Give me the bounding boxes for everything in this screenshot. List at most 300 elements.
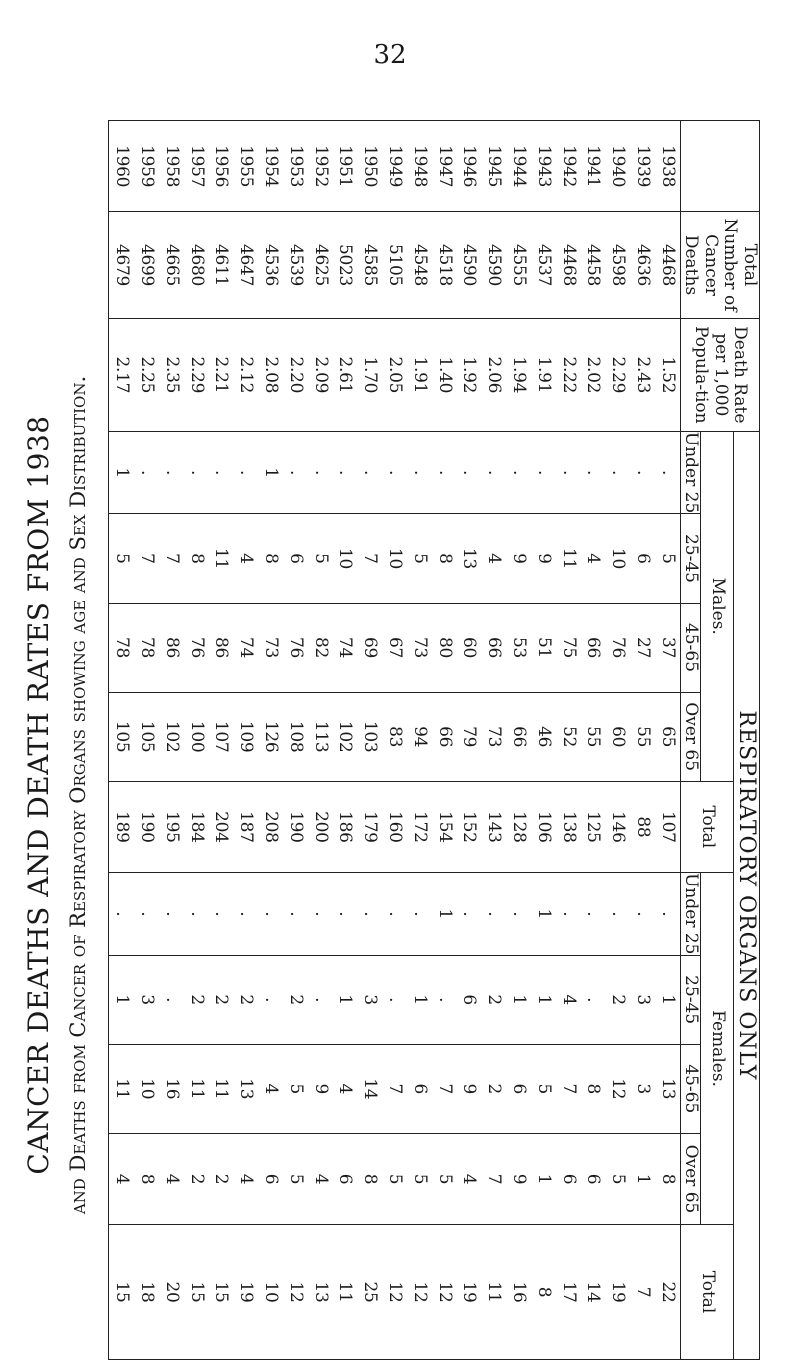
table-body-row [109, 121, 681, 1360]
table-cell: 9 [509, 553, 530, 564]
females-under25-column [109, 873, 681, 956]
table-cell: 146 [608, 811, 629, 843]
death-rate-column [109, 318, 681, 431]
table-cell: . [186, 911, 207, 917]
table-cell: . [633, 911, 654, 917]
table-cell: 4680 [186, 243, 207, 287]
females-over65-column [109, 1133, 681, 1224]
table-cell: 2.21 [211, 356, 232, 394]
table-cell: 7 [434, 1083, 455, 1095]
table-cell: 52 [558, 726, 579, 748]
table-cell: 9 [459, 1083, 480, 1095]
table-cell: 69 [360, 637, 381, 659]
table-cell: 4 [261, 1083, 282, 1095]
table-cell: 80 [434, 637, 455, 659]
table-cell: 1.91 [533, 356, 554, 394]
table-cell: 14 [583, 1281, 604, 1303]
table-cell: . [285, 470, 306, 476]
table-cell: . [484, 470, 505, 476]
table-cell: 4 [236, 553, 257, 564]
table-cell: . [186, 470, 207, 476]
table-cell: 5105 [385, 243, 406, 287]
table-cell: 2.02 [583, 356, 604, 394]
table-cell: 2.17 [112, 356, 133, 394]
table-cell: 5 [285, 1173, 306, 1185]
table-cell: 66 [484, 637, 505, 659]
table-cell: 5 [608, 1173, 629, 1185]
table-cell: 5 [285, 1083, 306, 1095]
table-cell: 152 [459, 811, 480, 843]
table-cell: 100 [186, 720, 207, 753]
table-cell: . [211, 911, 232, 917]
table-cell: 4537 [533, 243, 554, 287]
table-cell: 2.12 [236, 356, 257, 394]
table-cell: 14 [360, 1078, 381, 1100]
males-45-65-column [109, 603, 681, 692]
table-cell: 4539 [285, 243, 306, 287]
table-cell: 4585 [360, 243, 381, 287]
table-cell: 12 [409, 1281, 430, 1303]
table-cell: . [409, 911, 430, 917]
table-cell: 4590 [459, 243, 480, 287]
table-cell: 2.20 [285, 356, 306, 394]
table-cell: 1955 [236, 145, 257, 188]
table-cell: 1 [112, 467, 133, 478]
table-cell: 8 [657, 1173, 678, 1185]
table-cell: 16 [161, 1078, 182, 1100]
table-cell: 1 [509, 994, 530, 1005]
table-cell: 208 [261, 811, 282, 843]
table-cell: 10 [137, 1078, 158, 1100]
table-cell: 1946 [459, 145, 480, 188]
table-cell: 195 [161, 811, 182, 843]
table-cell: . [360, 911, 381, 917]
males-header: Males. [701, 431, 733, 781]
table-cell: . [484, 911, 505, 917]
table-cell: 7 [558, 1083, 579, 1095]
table-cell: . [236, 911, 257, 917]
table-cell: . [558, 911, 579, 917]
table-cell: 75 [558, 637, 579, 659]
table-cell: . [583, 997, 604, 1003]
table-cell: 2.35 [161, 356, 182, 394]
table-cell: 4458 [583, 243, 604, 287]
table-cell: 187 [236, 811, 257, 843]
table-cell: 125 [583, 811, 604, 843]
table-cell: . [583, 470, 604, 476]
table-cell: 12 [385, 1281, 406, 1303]
table-cell: 67 [385, 637, 406, 659]
table-cell: 2.61 [335, 356, 356, 394]
table-cell: 10 [385, 547, 406, 569]
table-cell: 2 [484, 994, 505, 1005]
table-cell: . [335, 470, 356, 476]
table-cell: 2.09 [310, 356, 331, 394]
table-cell: 55 [633, 726, 654, 748]
year-column [109, 121, 681, 212]
table-cell: 2.25 [137, 356, 158, 394]
table-cell: . [385, 997, 406, 1003]
table-cell: 4 [236, 1173, 257, 1185]
table-cell: 8 [434, 553, 455, 564]
table-cell: 7 [161, 553, 182, 564]
table-cell: 7 [484, 1173, 505, 1185]
table-cell: 4 [583, 553, 604, 564]
table-cell: 73 [484, 726, 505, 748]
table-cell: . [285, 911, 306, 917]
table-cell: 1939 [633, 145, 654, 188]
table-cell: 5 [385, 1173, 406, 1185]
table-cell: 51 [533, 637, 554, 659]
table-cell: 1958 [161, 145, 182, 188]
table-cell: 5 [434, 1173, 455, 1185]
males-over65-header: Over 65 [680, 692, 701, 781]
table-cell: 1949 [385, 145, 406, 188]
table-cell: 13 [657, 1078, 678, 1100]
death-rate-header: Death Rate per 1,000 Popula-tion [680, 318, 759, 431]
table-cell: 8 [583, 1083, 604, 1095]
table-cell: 2.08 [261, 356, 282, 394]
table-cell: . [360, 470, 381, 476]
table-cell: 13 [459, 547, 480, 569]
table-cell: . [434, 470, 455, 476]
table-cell: 106 [533, 811, 554, 843]
table-cell: 10 [608, 547, 629, 569]
table-cell: . [385, 911, 406, 917]
table-cell: 4 [335, 1083, 356, 1095]
table-cell: 11 [484, 1281, 505, 1303]
females-header: Females. [701, 873, 733, 1225]
table-cell: 105 [112, 720, 133, 753]
table-cell: 1952 [310, 145, 331, 188]
table-cell: 86 [211, 637, 232, 659]
table-cell: 1943 [533, 145, 554, 188]
table-cell: 8 [186, 553, 207, 564]
table-cell: 186 [335, 811, 356, 843]
table-cell: 66 [583, 637, 604, 659]
table-cell: 15 [211, 1281, 232, 1303]
table-cell: 4548 [409, 243, 430, 287]
table-cell: 128 [509, 811, 530, 843]
table-cell: 37 [657, 637, 678, 659]
table-cell: 12 [608, 1078, 629, 1100]
table-cell: 8 [533, 1286, 554, 1298]
table-cell: 13 [236, 1078, 257, 1100]
table-cell: 5023 [335, 243, 356, 287]
table-cell: 4 [112, 1173, 133, 1185]
table-cell: 15 [186, 1281, 207, 1303]
table-cell: 2 [186, 994, 207, 1005]
table-cell: 11 [558, 547, 579, 569]
table-cell: 73 [409, 637, 430, 659]
table-cell: . [434, 997, 455, 1003]
page-number: 32 [373, 40, 407, 70]
females-25-45-header: 25-45 [680, 955, 701, 1044]
table-cell: 5 [533, 1083, 554, 1095]
table-cell: 2.29 [608, 356, 629, 394]
females-total-column [109, 1225, 681, 1360]
table-cell: 27 [633, 637, 654, 659]
table-cell: 60 [608, 726, 629, 748]
table-cell: 2.22 [558, 356, 579, 394]
table-cell: 76 [608, 637, 629, 659]
table-cell: 1.70 [360, 356, 381, 394]
table-cell: 1948 [409, 145, 430, 188]
table-cell: 5 [310, 553, 331, 564]
table-cell: . [608, 911, 629, 917]
table-cell: 6 [261, 1173, 282, 1185]
table-cell: 6 [285, 553, 306, 564]
table-cell: 109 [236, 720, 257, 753]
table-cell: 22 [657, 1281, 678, 1303]
table-cell: 6 [509, 1083, 530, 1095]
table-cell: 4647 [236, 243, 257, 287]
table-cell: . [509, 470, 530, 476]
table-cell: . [161, 997, 182, 1003]
table-cell: . [633, 470, 654, 476]
table-cell: 200 [310, 811, 331, 843]
table-cell: 10 [335, 547, 356, 569]
table-cell: 11 [335, 1281, 356, 1303]
table-cell: 1.40 [434, 356, 455, 394]
table-cell: . [261, 911, 282, 917]
table-cell: 8 [360, 1173, 381, 1185]
table-cell: 66 [434, 726, 455, 748]
table-cell: 15 [112, 1281, 133, 1303]
table-cell: 78 [137, 637, 158, 659]
table-cell: . [310, 997, 331, 1003]
table-cell: 1 [533, 1173, 554, 1185]
table-cell: 6 [633, 553, 654, 564]
year-header [680, 121, 759, 212]
table-cell: 79 [459, 726, 480, 748]
table-cell: 1 [657, 994, 678, 1005]
table-cell: 1957 [186, 145, 207, 188]
table-cell: 204 [211, 811, 232, 843]
table-cell: 4555 [509, 243, 530, 287]
table-cell: 1959 [137, 145, 158, 188]
table-cell: . [509, 911, 530, 917]
table-cell: 20 [161, 1281, 182, 1303]
table-cell: 102 [335, 720, 356, 753]
males-total-header: Total [680, 781, 733, 872]
table-cell: 3 [633, 1083, 654, 1095]
table-cell: 4590 [484, 243, 505, 287]
table-cell: 179 [360, 811, 381, 843]
table-cell: 1.91 [409, 356, 430, 394]
table-cell: 53 [509, 637, 530, 659]
table-cell: 1 [112, 994, 133, 1005]
females-over65-header: Over 65 [680, 1133, 701, 1224]
table-cell: 1 [261, 467, 282, 478]
table-cell: 1.52 [657, 356, 678, 394]
table-cell: 1 [335, 994, 356, 1005]
table-cell: 190 [285, 811, 306, 843]
table-cell: 107 [211, 720, 232, 753]
table-cell: 1951 [335, 145, 356, 188]
table-cell: . [583, 911, 604, 917]
table-cell: 1940 [608, 145, 629, 188]
table-cell: 7 [385, 1083, 406, 1095]
table-cell: 172 [409, 811, 430, 843]
table-cell: 5 [112, 553, 133, 564]
table-cell: 46 [533, 726, 554, 748]
table-cell: . [137, 470, 158, 476]
table-cell: 76 [186, 637, 207, 659]
table-cell: 4699 [137, 243, 158, 287]
table-cell: 1938 [657, 145, 678, 188]
table-cell: 1960 [112, 145, 133, 188]
table-cell: 1 [533, 994, 554, 1005]
table-cell: 16 [509, 1281, 530, 1303]
table-cell: 4518 [434, 243, 455, 287]
table-cell: 1956 [211, 145, 232, 188]
males-25-45-column [109, 514, 681, 603]
table-cell: 6 [459, 994, 480, 1005]
table-cell: 8 [137, 1173, 158, 1185]
table-cell: 4536 [261, 243, 282, 287]
males-25-45-header: 25-45 [680, 514, 701, 603]
table-cell: 4468 [558, 243, 579, 287]
table-cell: 5 [409, 1173, 430, 1185]
table-cell: . [112, 911, 133, 917]
males-total-column [109, 781, 681, 872]
total-cancer-deaths-header: Total Number of Cancer Deaths [680, 212, 759, 319]
males-45-65-header: 45-65 [680, 603, 701, 692]
table-cell: 1950 [360, 145, 381, 188]
table-cell: 103 [360, 720, 381, 753]
table-cell: . [211, 470, 232, 476]
table-cell: 4636 [633, 243, 654, 287]
table-cell: 74 [335, 637, 356, 659]
table-cell: 7 [137, 553, 158, 564]
table-cell: 107 [657, 811, 678, 843]
table-cell: 60 [459, 637, 480, 659]
females-under25-header: Under 25 [681, 873, 702, 955]
table-cell: 19 [608, 1281, 629, 1303]
table-cell: 55 [583, 726, 604, 748]
table-cell: 108 [285, 720, 306, 753]
page-title: CANCER DEATHS AND DEATH RATES FROM 1938 [22, 415, 55, 1175]
table-cell: 6 [583, 1173, 604, 1185]
table-cell: . [335, 911, 356, 917]
table-cell: 190 [137, 811, 158, 843]
table-cell: 3 [633, 994, 654, 1005]
table-cell: 1944 [509, 145, 530, 188]
table-cell: 2.43 [633, 356, 654, 394]
table-cell: 82 [310, 637, 331, 659]
table-cell: 160 [385, 811, 406, 843]
table-cell: 94 [409, 726, 430, 748]
table-cell: . [608, 470, 629, 476]
table-cell: 4 [310, 1173, 331, 1185]
females-25-45-column [109, 955, 681, 1044]
table-cell: 2 [236, 994, 257, 1005]
table-cell: 5 [409, 553, 430, 564]
table-cell: 2.29 [186, 356, 207, 394]
table-cell: 4 [161, 1173, 182, 1185]
table-cell: 154 [434, 811, 455, 843]
table-cell: 6 [335, 1173, 356, 1185]
table-cell: 73 [261, 637, 282, 659]
table-cell: 25 [360, 1281, 381, 1303]
table-cell: 12 [434, 1281, 455, 1303]
table-cell: 7 [633, 1286, 654, 1298]
table-cell: 1 [409, 994, 430, 1005]
table-cell: 86 [161, 637, 182, 659]
table-cell: 7 [360, 553, 381, 564]
table-cell: . [161, 470, 182, 476]
table-cell: 8 [261, 553, 282, 564]
table-cell: 11 [211, 547, 232, 569]
table-cell: 19 [459, 1281, 480, 1303]
table-cell: 189 [112, 811, 133, 843]
table-cell: 3 [360, 994, 381, 1005]
table-cell: 83 [385, 726, 406, 748]
table-cell: . [385, 470, 406, 476]
table-cell: 102 [161, 720, 182, 753]
table-cell: 1 [633, 1173, 654, 1185]
table-cell: 1 [434, 908, 455, 920]
table-cell: 113 [310, 720, 331, 753]
table-cell: . [261, 997, 282, 1003]
table-cell: 2 [484, 1083, 505, 1095]
data-table [108, 120, 760, 1360]
table-cell: 88 [633, 816, 654, 838]
table-cell: 6 [558, 1173, 579, 1185]
table-cell: 12 [285, 1281, 306, 1303]
table-cell: 4598 [608, 243, 629, 287]
table-cell: 11 [186, 1078, 207, 1100]
table-cell: 4 [484, 553, 505, 564]
table-cell: 4679 [112, 243, 133, 287]
cancer-deaths-column [109, 212, 681, 319]
males-under25-column [109, 431, 681, 514]
table-cell: 4 [558, 994, 579, 1005]
table-cell: 1.92 [459, 356, 480, 394]
table-rotated-wrapper [112, 120, 760, 1360]
table-cell: 9 [509, 1173, 530, 1185]
table-cell: 13 [310, 1281, 331, 1303]
table-cell: 2 [186, 1173, 207, 1185]
table-cell: 66 [509, 726, 530, 748]
table-cell: 9 [310, 1083, 331, 1095]
table-cell: 1.94 [509, 356, 530, 394]
females-45-65-header: 45-65 [680, 1044, 701, 1133]
table-cell: . [236, 470, 257, 476]
table-cell: . [137, 911, 158, 917]
table-cell: . [657, 470, 678, 476]
table-cell: 2 [211, 994, 232, 1005]
table-cell: 138 [558, 811, 579, 843]
table-cell: 2 [285, 994, 306, 1005]
table-cell: 1953 [285, 145, 306, 188]
table-cell: 74 [236, 637, 257, 659]
table-cell: 184 [186, 811, 207, 843]
males-under25-header: Under 25 [681, 431, 702, 514]
table-cell: 78 [112, 637, 133, 659]
table-cell: 2.05 [385, 356, 406, 394]
table-cell: . [459, 470, 480, 476]
table-cell: 1945 [484, 145, 505, 188]
table-cell: . [558, 470, 579, 476]
table-cell: 1954 [261, 145, 282, 188]
table-cell: 1947 [434, 145, 455, 188]
table-cell: 2 [211, 1173, 232, 1185]
page-subtitle: and Deaths from Cancer of Respiratory Organs showing age and Sex Distribution. [66, 375, 90, 1215]
table-cell: 11 [112, 1078, 133, 1100]
table-cell: 105 [137, 720, 158, 753]
